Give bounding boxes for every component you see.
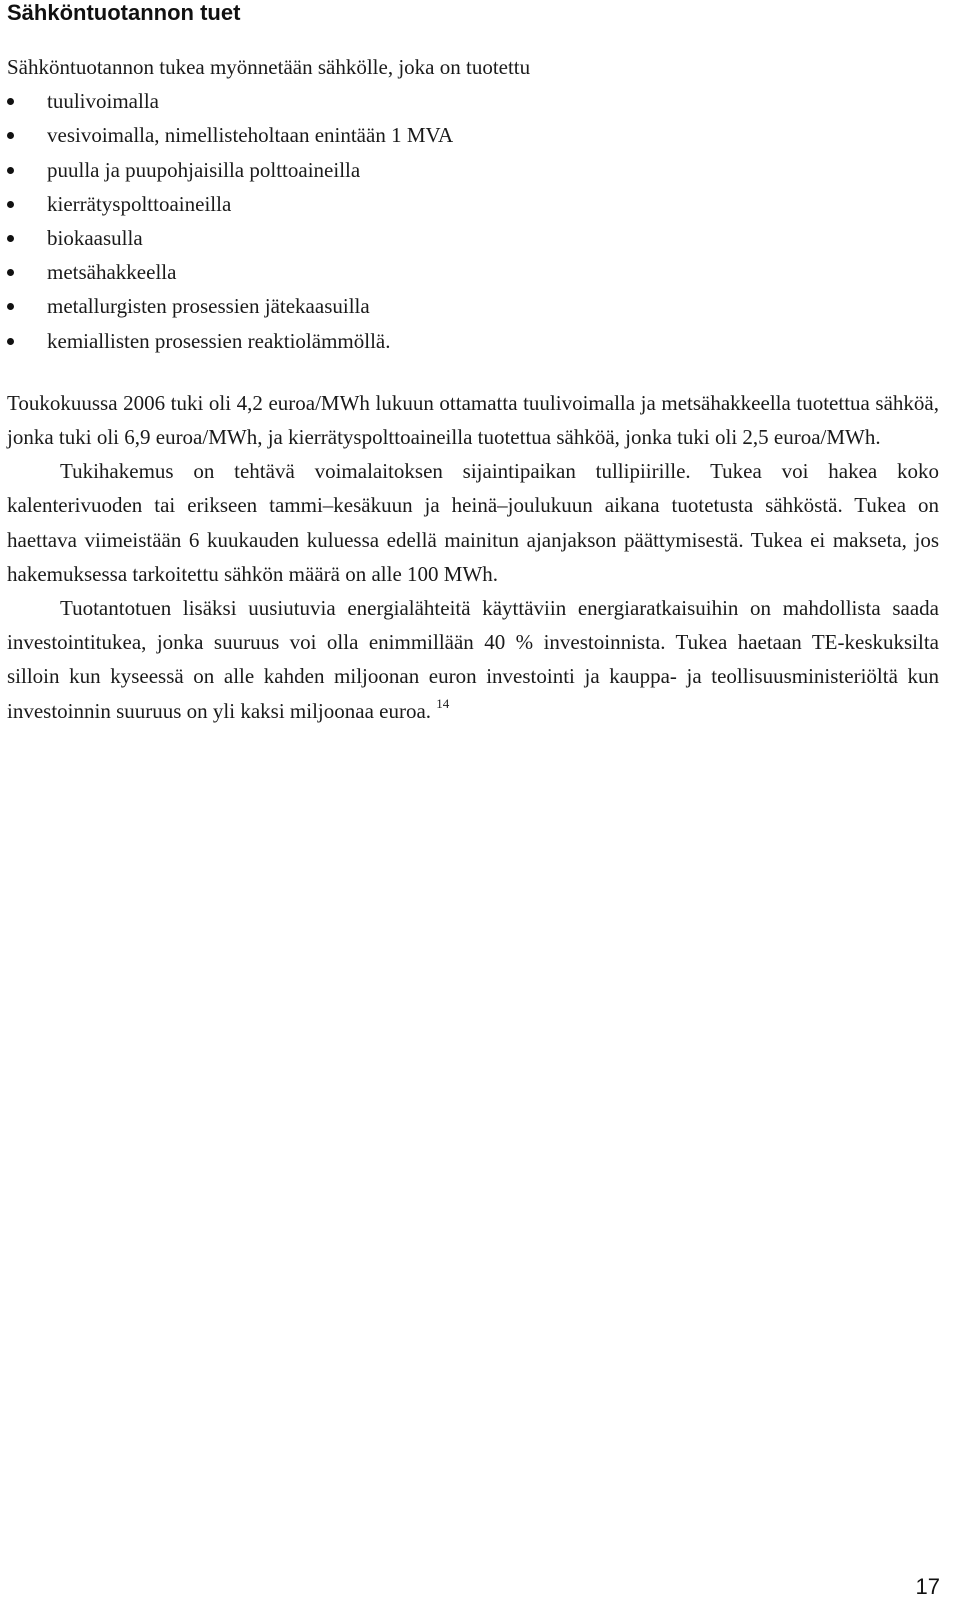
paragraph-investment-support: [7, 591, 939, 728]
bullet-icon: [7, 235, 14, 242]
bullet-icon: [7, 98, 14, 105]
list-item: [7, 324, 939, 358]
list-item: [7, 289, 939, 323]
bullet-icon: [7, 269, 14, 276]
paragraph-support-rates: Toukokuussa 2006 tuki oli 4,2 euroa/MWh lukuun ottamatta tuulivoimalla ja metsähakkeella tuotettua sähköä, jonka tuki oli 6,9 euroa/MWh, ja kierrätyspolttoaineilla tuotettua sähköä, jonka tuki oli 2,5 euroa/MWh.: [7, 390, 939, 450]
list-item-text: biokaasulla: [47, 226, 143, 251]
footnote-reference: 14: [436, 695, 450, 711]
list-item: [7, 118, 939, 152]
intro-text: Sähköntuotannon tukea myönnetään sähkölle, joka on tuotettu: [7, 55, 531, 79]
list-item-text: kemiallisten prosessien reaktiolämmöllä.: [47, 328, 391, 353]
bullet-icon: [7, 201, 14, 208]
list-item: [7, 153, 939, 187]
list-item-text: vesivoimalla, nimellisteholtaan enintään 1 MVA: [47, 123, 454, 148]
bullet-icon: [7, 303, 14, 310]
bullet-icon: [7, 338, 14, 345]
list-item-text: kierrätyspolttoaineilla: [47, 191, 232, 216]
list-item: [7, 255, 939, 289]
list-item: [7, 187, 939, 221]
energy-source-list: [7, 84, 939, 358]
list-item-text: tuulivoimalla: [47, 89, 159, 114]
paragraph-investment-text: Tuotantotuen lisäksi uusiutuvia energialähteitä käyttäviin energiaratkaisuihin on mahdollista saada investointitukea, jonka suuruus voi olla enimmillään 40 % investoinnista. Tukea haetaan TE-keskuksilta silloin kun kyseessä on alle kahden miljoonan euron investointi ja kauppa- ja teollisuusministeriöltä kun investoinnin suuruus on yli kaksi miljoonaa euroa.: [7, 596, 939, 723]
section-heading: Sähköntuotannon tuet: [7, 0, 241, 25]
list-item-text: puulla ja puupohjaisilla polttoaineilla: [47, 157, 361, 182]
list-item: [7, 221, 939, 255]
paragraph-application: Tukihakemus on tehtävä voimalaitoksen sijaintipaikan tullipiirille. Tukea voi hakea koko kalenterivuoden tai erikseen tammi–kesäkuun ja heinä–joulukuun aikana tuotetusta sähköstä. Tukea on haettava viimeistään 6 kuukauden kuluessa edellä mainitun ajanjakson päättymisestä. Tukea ei makseta, jos hakemuksessa tarkoitettu sähkön määrä on alle 100 MWh.: [7, 459, 939, 586]
list-item-text: metsähakkeella: [47, 260, 177, 285]
list-item: [7, 84, 939, 118]
page-number: 17: [915, 1574, 940, 1599]
list-item-text: metallurgisten prosessien jätekaasuilla: [47, 294, 370, 319]
bullet-icon: [7, 132, 14, 139]
document-body: [7, 50, 939, 728]
bullet-icon: [7, 167, 14, 174]
